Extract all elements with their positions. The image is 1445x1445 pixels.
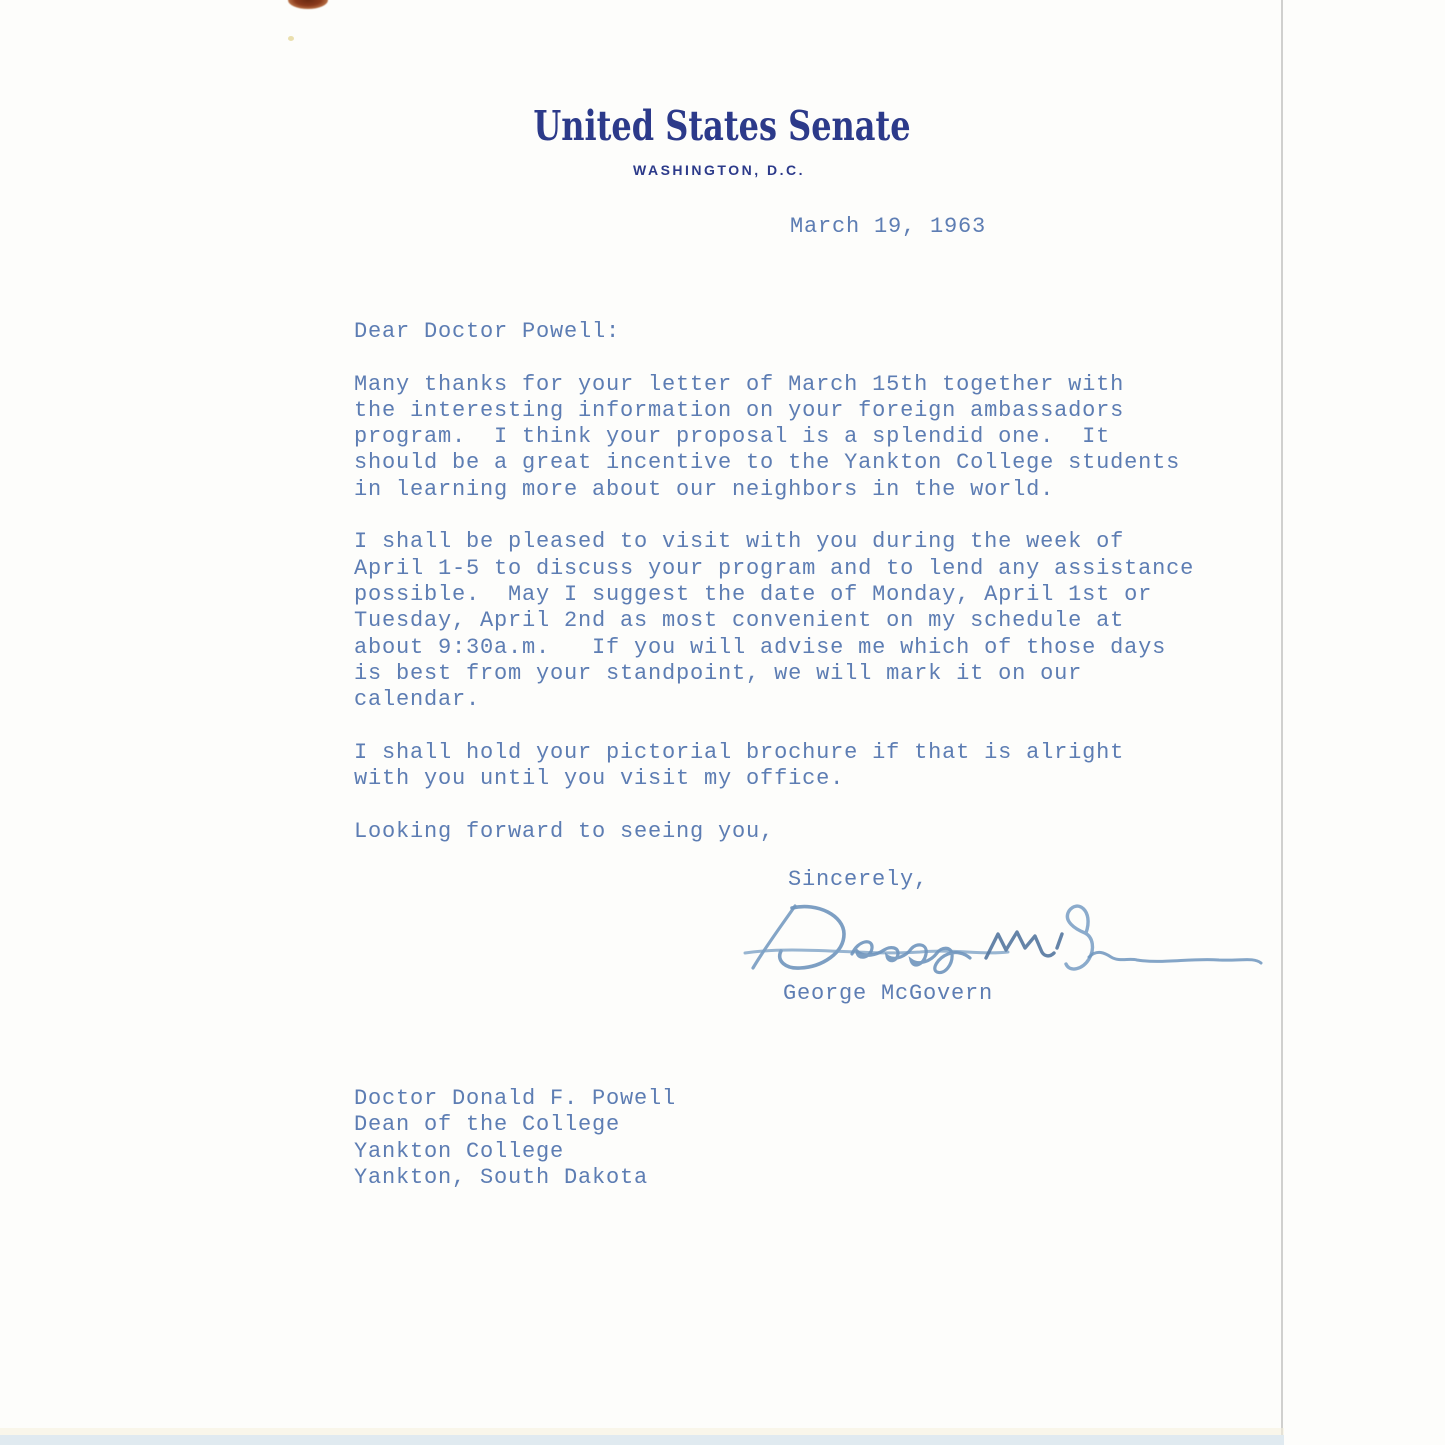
body-paragraph-2: I shall be pleased to visit with you during the week of April 1-5 to discuss your program and to lend any assistance possible. May I suggest the date of Monday, April 1st or Tuesday, April 2nd as most convenient on my schedule at about 9:30a.m. If you will advise me which of those days is best from your standpoint, we will mark it on our calendar. bbox=[354, 529, 1195, 713]
closing-sincerely: Sincerely, bbox=[788, 867, 929, 892]
body-paragraph-1: Many thanks for your letter of March 15th together with the interesting information on your foreign ambassadors program. I think your proposal is a splendid one. It should be a great incentive to the Yankton College students in learning more about our neighbors in the world. bbox=[354, 371, 1181, 502]
letter-body bbox=[354, 319, 1234, 871]
date-line: March 19, 1963 bbox=[790, 214, 987, 239]
small-stain-dot bbox=[288, 36, 294, 41]
typed-sender-name: George McGovern bbox=[783, 981, 994, 1006]
signature-ink-icon bbox=[740, 892, 1270, 987]
body-paragraph-4: Looking forward to seeing you, bbox=[354, 818, 775, 844]
paper-right-edge bbox=[1281, 0, 1283, 1445]
rust-stain bbox=[288, 0, 328, 9]
salutation: Dear Doctor Powell: bbox=[354, 319, 621, 344]
signature-handwriting bbox=[740, 892, 1270, 987]
letterhead-subtitle: WASHINGTON, D.C. bbox=[633, 162, 805, 178]
body-paragraph-3: I shall hold your pictorial brochure if that is alright with you until you visit my office. bbox=[354, 739, 1125, 792]
paper-bottom-cream-line bbox=[0, 1428, 1284, 1435]
letterhead-title: United States Senate bbox=[533, 102, 911, 150]
recipient-block: Doctor Donald F. Powell Dean of the College Yankton College Yankton, South Dakota bbox=[354, 1086, 677, 1190]
paper-bottom-scan-band bbox=[0, 1435, 1284, 1445]
